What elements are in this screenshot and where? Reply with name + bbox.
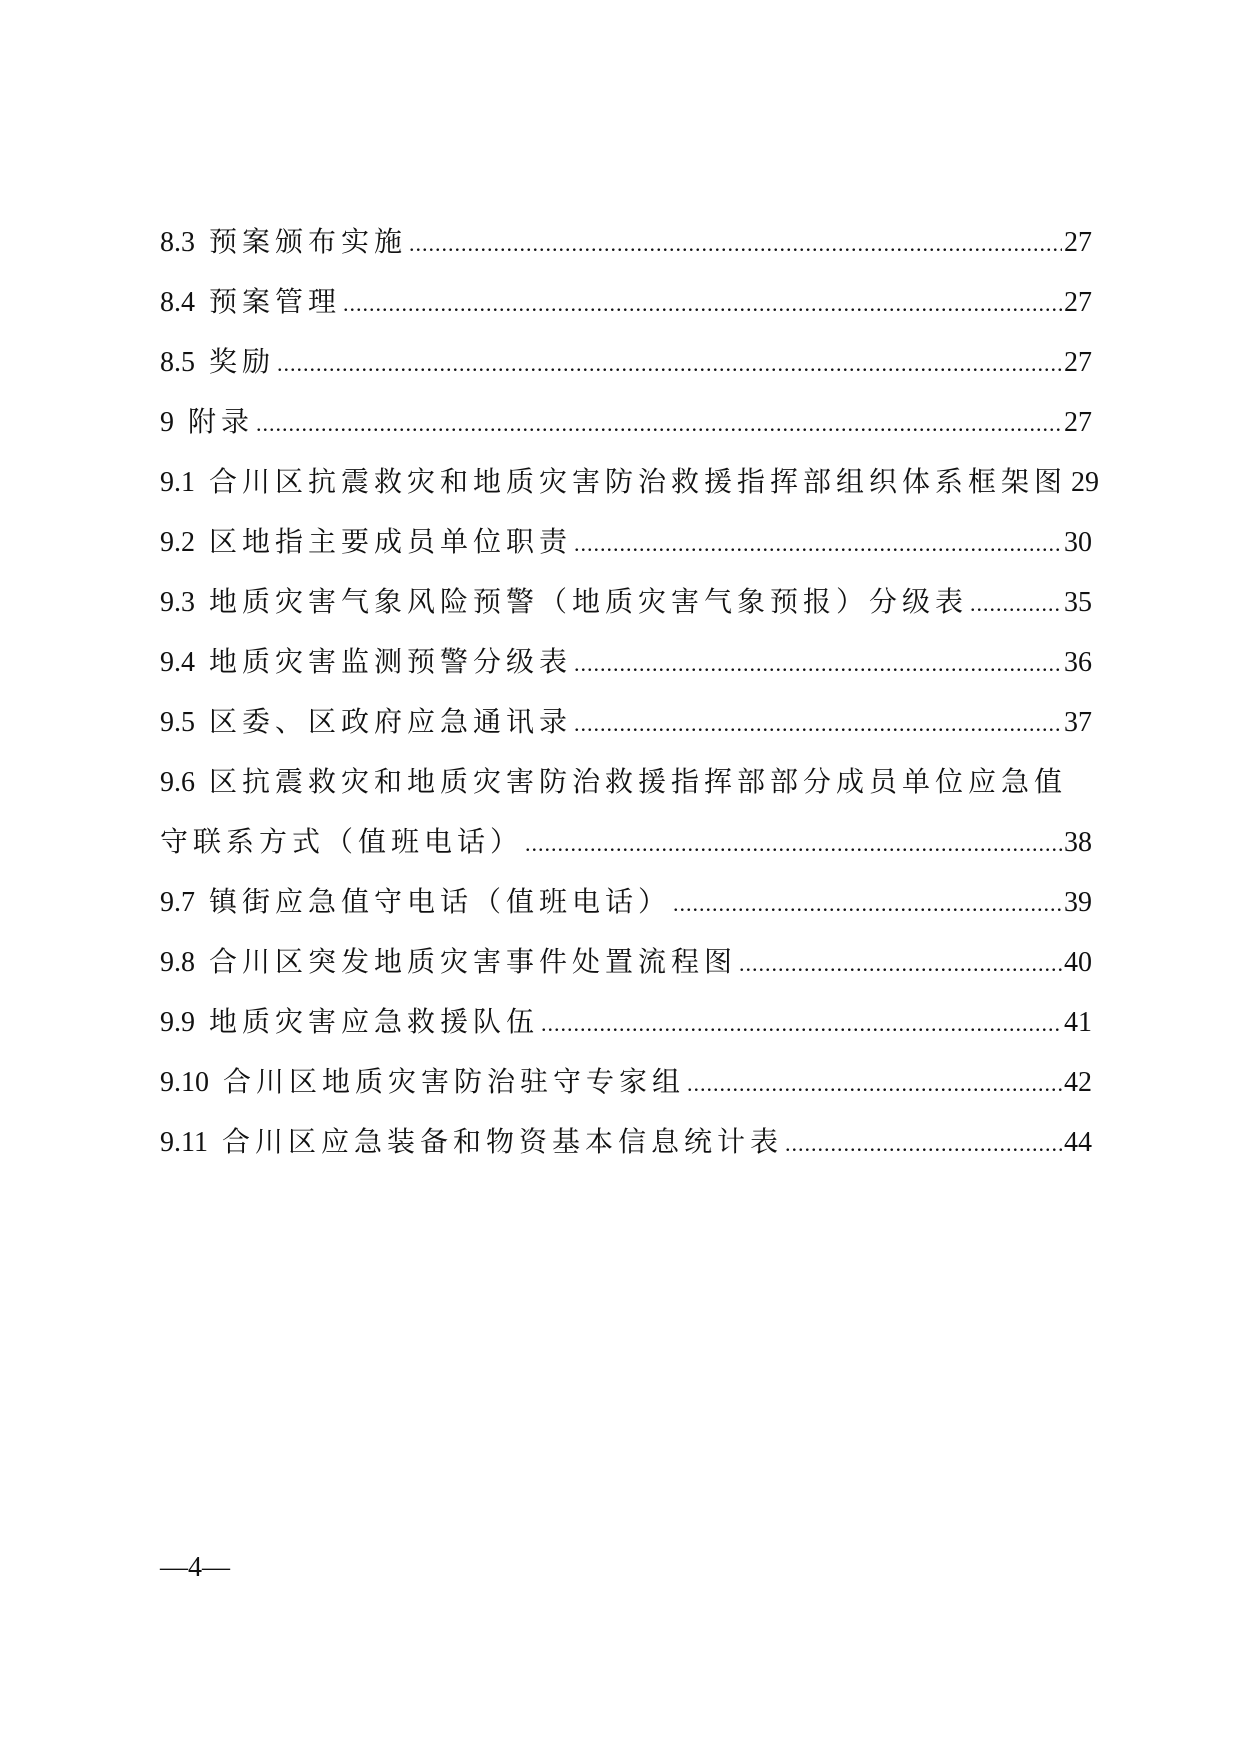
dot-leader [970,574,1062,634]
toc-entry-page: 27 [1064,287,1092,318]
toc-entry-continuation[interactable] [160,813,1092,873]
toc-entry-number: 8.3 [160,227,195,258]
toc-entry-number: 9.3 [160,587,195,618]
toc-entry-number: 9.2 [160,527,195,558]
toc-entry-title: 奖励 [209,347,276,378]
toc-entry-title: 合川区抗震救灾和地质灾害防治救援指挥部组织体系框架图 [209,467,1068,498]
toc-entry-page: 29 [1071,467,1100,498]
dot-leader [277,334,1062,394]
toc-entry-number: 9.1 [160,467,195,498]
toc-entry-title-continued: 守联系方式（值班电话） [160,827,524,858]
toc-entry-title: 合川区地质灾害防治驻守专家组 [223,1067,686,1098]
dot-leader [687,1054,1062,1114]
toc-entry-page: 39 [1064,887,1092,918]
dot-leader [409,214,1062,274]
toc-entry-title: 区抗震救灾和地质灾害防治救援指挥部部分成员单位应急值 [209,767,1068,798]
toc-entry-title: 地质灾害气象风险预警（地质灾害气象预报）分级表 [209,587,969,618]
dot-leader [541,994,1062,1054]
toc-entry-page: 36 [1064,647,1092,678]
toc-entry[interactable] [160,393,1092,453]
toc-entry-number: 9 [160,407,174,438]
page-number: —4— [160,1552,230,1583]
toc-entry-page: 27 [1064,227,1092,258]
toc-entry[interactable] [160,633,1092,693]
toc-entry-number: 9.9 [160,1007,195,1038]
toc-entry-page: 30 [1064,527,1092,558]
toc-entry-page: 44 [1064,1127,1092,1158]
toc-entry-title: 预案颁布实施 [209,227,408,258]
toc-entry-page: 37 [1064,707,1092,738]
dot-leader [343,274,1062,334]
toc-entry-number: 9.5 [160,707,195,738]
toc-entry-number: 9.6 [160,767,195,798]
toc-entry-title: 合川区应急装备和物资基本信息统计表 [221,1127,783,1158]
toc-entry-page: 35 [1064,587,1092,618]
toc-entry[interactable] [160,453,1100,513]
toc-entry-number: 9.4 [160,647,195,678]
dot-leader [785,1114,1062,1174]
toc-entry[interactable] [160,513,1092,573]
toc-entry-title: 区地指主要成员单位职责 [209,527,573,558]
dot-leader [256,394,1062,454]
dot-leader [739,934,1062,994]
toc-entry-title: 合川区突发地质灾害事件处置流程图 [209,947,738,978]
toc-entry[interactable] [160,993,1092,1053]
toc-entry-number: 8.5 [160,347,195,378]
toc-entry[interactable] [160,1053,1092,1113]
toc-entry-page: 27 [1064,407,1092,438]
toc-entry-page: 41 [1064,1007,1092,1038]
toc-entry-title: 地质灾害应急救援队伍 [209,1007,540,1038]
toc-entry-page: 40 [1064,947,1092,978]
toc-entry-title: 镇街应急值守电话（值班电话） [209,887,672,918]
toc-entry[interactable] [160,753,1092,813]
toc-entry-number: 9.11 [160,1127,208,1158]
toc-entry[interactable] [160,873,1092,933]
toc-entry[interactable] [160,333,1092,393]
toc-entry-page: 38 [1064,827,1092,858]
toc-entry-number: 8.4 [160,287,195,318]
toc-entry[interactable] [160,1113,1092,1173]
toc-entry-number: 9.8 [160,947,195,978]
toc-entry-title: 区委、区政府应急通讯录 [209,707,573,738]
table-of-contents [160,213,1100,1173]
toc-entry[interactable] [160,693,1092,753]
dot-leader [574,694,1062,754]
toc-entry[interactable] [160,213,1092,273]
toc-entry-number: 9.10 [160,1067,209,1098]
toc-entry[interactable] [160,573,1092,633]
toc-entry[interactable] [160,933,1092,993]
dot-leader [574,514,1062,574]
toc-entry-page: 27 [1064,347,1092,378]
dot-leader [525,814,1062,874]
toc-entry[interactable] [160,273,1092,333]
toc-entry-title: 地质灾害监测预警分级表 [209,647,573,678]
toc-entry-number: 9.7 [160,887,195,918]
toc-entry-page: 42 [1064,1067,1092,1098]
toc-entry-title: 附录 [188,407,255,438]
dot-leader [673,874,1062,934]
dot-leader [574,634,1062,694]
toc-entry-title: 预案管理 [209,287,342,318]
